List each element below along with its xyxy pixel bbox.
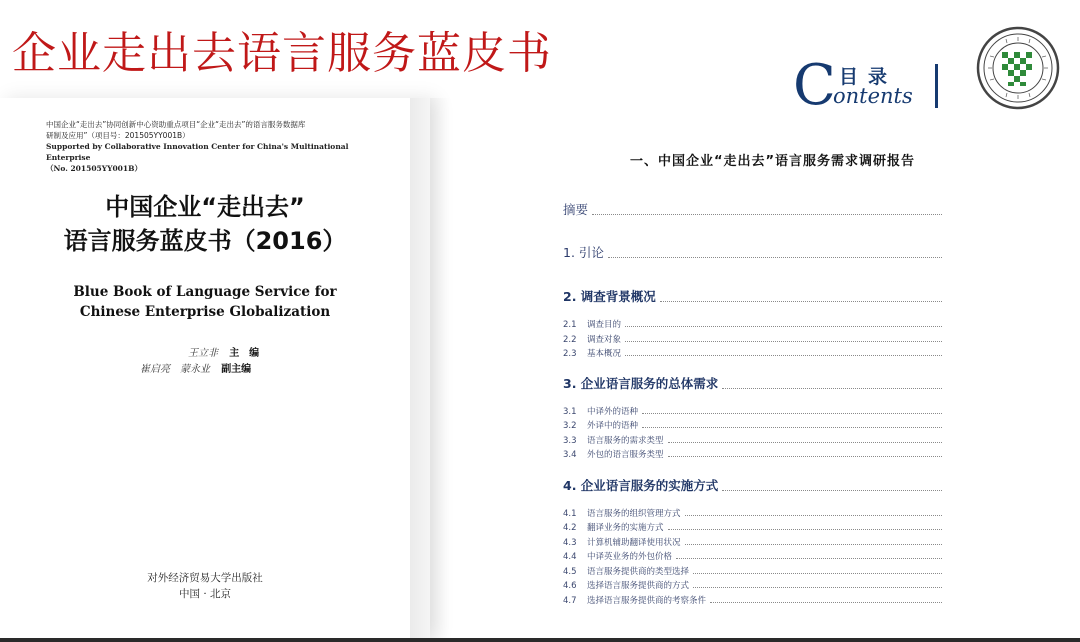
toc-entry-text: 计算机辅助翻译使用状况 <box>587 538 681 548</box>
toc-entry-label: 3. 企业语言服务的总体需求 <box>563 376 719 391</box>
toc-leader-dots <box>710 602 942 603</box>
toc-leader-dots <box>685 544 942 545</box>
publisher-place: 中国 · 北京 <box>178 588 231 600</box>
book-title-page <box>0 98 430 638</box>
toc-entry[interactable] <box>563 405 942 417</box>
toc-entry[interactable] <box>563 434 942 446</box>
toc-entry-text: 选择语言服务提供商的考察条件 <box>587 596 707 606</box>
toc-entry[interactable] <box>563 243 942 261</box>
toc-leader-dots <box>668 529 942 530</box>
toc-entry[interactable] <box>563 287 942 305</box>
toc-entry-number: 3.2 <box>563 421 577 431</box>
logo-english: ontents <box>833 84 913 108</box>
toc-entry[interactable] <box>563 448 942 460</box>
toc-entry[interactable] <box>563 521 942 533</box>
toc-entry[interactable] <box>563 419 942 431</box>
toc-leader-dots <box>722 490 942 491</box>
book-title-cn-line-2: 语言服务蓝皮书（2016） <box>63 227 347 255</box>
toc-entry-text: 调查对象 <box>587 335 622 345</box>
toc-heading: 一、中国企业“走出去”语言服务需求调研报告 <box>629 154 916 169</box>
toc-leader-dots <box>660 301 942 302</box>
toc-leader-dots <box>642 413 942 414</box>
bottom-rule <box>0 638 1080 642</box>
logo-letter: C <box>793 53 836 118</box>
toc-leader-dots <box>608 257 942 258</box>
logo-chinese: 目录 <box>839 66 898 88</box>
toc-entry-text: 调查目的 <box>587 320 622 330</box>
toc-entry[interactable] <box>563 536 942 548</box>
book-title-english <box>0 282 410 322</box>
toc-entry-text: 基本概况 <box>587 349 622 359</box>
page-shadow <box>410 98 450 638</box>
toc-entry-label <box>563 405 642 417</box>
toc-entry-text: 中译英业务的外包价格 <box>587 552 673 562</box>
toc-entry[interactable] <box>563 507 942 519</box>
toc-entry-label <box>563 521 668 533</box>
toc-entry[interactable] <box>563 333 942 345</box>
book-title-en-line-2: Chinese Enterprise Globalization <box>79 304 331 320</box>
toc-entry-text: 语言服务提供商的类型选择 <box>587 567 690 577</box>
toc-entry-text: 外包的语言服务类型 <box>587 450 664 460</box>
slide-title: 企业走出去语言服务蓝皮书 <box>12 28 552 79</box>
editor-row <box>140 346 259 362</box>
funding-line-2: 研制及应用”（项目号：201505YY001B） <box>46 131 190 140</box>
toc-entry[interactable] <box>563 594 942 606</box>
toc-leader-dots <box>642 427 942 428</box>
toc-entries <box>555 0 950 642</box>
toc-leader-dots <box>693 573 942 574</box>
book-title-chinese <box>0 190 410 258</box>
toc-entry-number: 3.1 <box>563 407 577 417</box>
toc-entry-label <box>563 318 625 330</box>
toc-entry-text: 语言服务的需求类型 <box>587 436 664 446</box>
funding-line-3: Supported by Collaborative Innovation Center for China's Multinational Enterprise <box>46 142 349 162</box>
toc-entry-label <box>563 536 685 548</box>
toc-entry-number: 4.6 <box>563 581 577 591</box>
toc-entry[interactable] <box>563 550 942 562</box>
toc-leader-dots <box>722 388 942 389</box>
toc-leader-dots <box>668 456 942 457</box>
toc-entry-number: 4.4 <box>563 552 577 562</box>
toc-leader-dots <box>693 587 942 588</box>
toc-entry[interactable] <box>563 565 942 577</box>
toc-entry-number: 4.1 <box>563 509 577 519</box>
toc-entry-label <box>563 419 642 431</box>
toc-leader-dots <box>625 326 942 327</box>
publisher-name: 对外经济贸易大学出版社 <box>147 572 263 584</box>
toc-leader-dots <box>676 558 942 559</box>
toc-entry-label <box>563 565 693 577</box>
toc-entry-label <box>563 594 710 606</box>
editor-names: 崔启亮 蒙永业 <box>140 364 210 375</box>
toc-entry-label <box>563 579 693 591</box>
toc-entry-text: 翻译业务的实施方式 <box>587 523 664 533</box>
toc-leader-dots <box>592 214 942 215</box>
toc-entry[interactable] <box>563 200 942 218</box>
toc-entry-number: 2.2 <box>563 335 577 345</box>
toc-entry-label: 2. 调查背景概况 <box>563 289 656 304</box>
toc-entry-label: 1. 引论 <box>563 245 604 260</box>
toc-entry-number: 2.1 <box>563 320 577 330</box>
toc-entry-number: 3.3 <box>563 436 577 446</box>
editor-row <box>140 362 259 378</box>
toc-leader-dots <box>685 515 942 516</box>
toc-entry[interactable] <box>563 347 942 359</box>
publisher-block <box>0 570 410 602</box>
book-title-cn-line-1: 中国企业“走出去” <box>105 193 305 221</box>
toc-entry-number: 2.3 <box>563 349 577 359</box>
editors-block <box>140 346 259 378</box>
toc-entry-label <box>563 507 685 519</box>
toc-entry-label <box>563 434 668 446</box>
editor-role: 主 编 <box>229 348 260 359</box>
toc-entry-label <box>563 550 676 562</box>
toc-entry-number: 4.2 <box>563 523 577 533</box>
editor-names: 王立非 <box>188 348 218 359</box>
book-title-en-line-1: Blue Book of Language Service for <box>73 284 337 300</box>
toc-entry[interactable] <box>563 579 942 591</box>
toc-entry-number: 4.5 <box>563 567 577 577</box>
funding-line-1: 中国企业“走出去”协同创新中心资助重点项目“企业“走出去”的语言服务数据库 <box>46 120 306 129</box>
toc-entry-number: 4.7 <box>563 596 577 606</box>
toc-entry[interactable] <box>563 374 942 392</box>
toc-leader-dots <box>668 442 942 443</box>
book-funding-note <box>46 119 376 174</box>
toc-entry-label: 摘要 <box>563 202 589 217</box>
toc-entry-label: 4. 企业语言服务的实施方式 <box>563 478 719 493</box>
toc-entry-text: 语言服务的组织管理方式 <box>587 509 681 519</box>
funding-line-4: （No. 201505YY001B） <box>46 164 142 173</box>
toc-entry-label <box>563 333 625 345</box>
toc-entry-number: 4.3 <box>563 538 577 548</box>
toc-entry-text: 选择语言服务提供商的方式 <box>587 581 690 591</box>
toc-entry[interactable] <box>563 318 942 330</box>
toc-entry-text: 中译外的语种 <box>587 407 639 417</box>
toc-entry-number: 3.4 <box>563 450 577 460</box>
toc-leader-dots <box>625 355 942 356</box>
toc-entry-label <box>563 347 625 359</box>
editor-role: 副主编 <box>221 364 252 375</box>
toc-entry-label <box>563 448 668 460</box>
toc-entry-text: 外译中的语种 <box>587 421 639 431</box>
university-seal-icon <box>976 26 1060 110</box>
toc-leader-dots <box>625 341 942 342</box>
toc-entry[interactable] <box>563 476 942 494</box>
